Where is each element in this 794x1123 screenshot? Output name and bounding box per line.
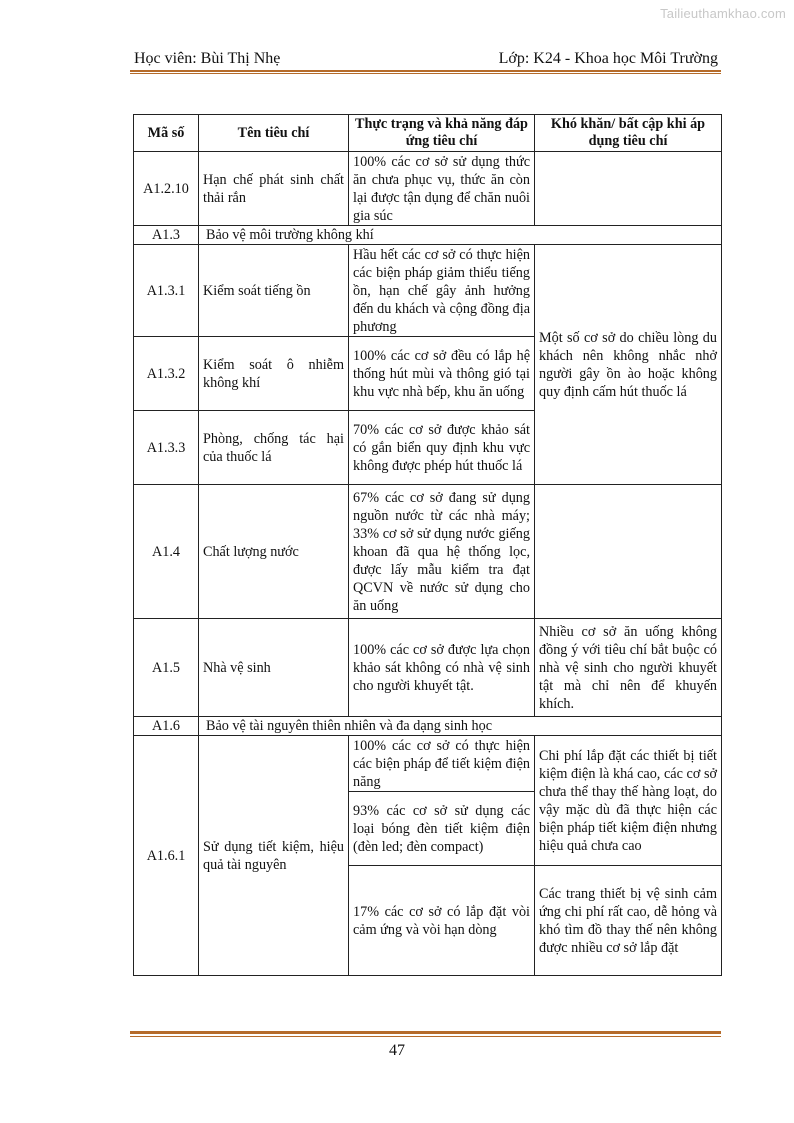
row-issue: Nhiều cơ sở ăn uống không đồng ý với tiêu chí bắt buộc có nhà vệ sinh cho người khuyết tật mà chỉ nên để khuyến khích. bbox=[535, 619, 722, 717]
row-issue: Các trang thiết bị vệ sinh cảm ứng chi phí rất cao, dễ hỏng và khó tìm đồ thay thế nên không được nhiều cơ sở lắp đặt bbox=[535, 866, 722, 976]
section-row bbox=[134, 226, 722, 245]
row-status: 100% các cơ sở đều có lắp hệ thống hút mùi và thông gió tại khu vực nhà bếp, khu ăn uống bbox=[349, 337, 535, 411]
section-code: A1.6 bbox=[134, 717, 199, 736]
table-row bbox=[134, 736, 722, 792]
criteria-table bbox=[133, 114, 722, 976]
table-header-row bbox=[134, 115, 722, 152]
table-row bbox=[134, 245, 722, 337]
header-status: Thực trạng và khả năng đáp ứng tiêu chí bbox=[349, 115, 535, 152]
row-status: 100% các cơ sở được lựa chọn khảo sát không có nhà vệ sinh cho người khuyết tật. bbox=[349, 619, 535, 717]
row-issue bbox=[535, 485, 722, 619]
row-code: A1.6.1 bbox=[134, 736, 199, 976]
section-row bbox=[134, 717, 722, 736]
row-issue-merged: Một số cơ sở do chiều lòng du khách nên không nhắc nhở người gây ồn ào hoặc không quy định cấm hút thuốc lá bbox=[535, 245, 722, 485]
watermark: Tailieuthamkhao.com bbox=[660, 6, 786, 21]
class-name: Lớp: K24 - Khoa học Môi Trường bbox=[498, 50, 718, 67]
row-status: 17% các cơ sở có lắp đặt vòi cảm ứng và vòi hạn dòng bbox=[349, 866, 535, 976]
row-issue: Chi phí lắp đặt các thiết bị tiết kiệm điện là khá cao, các cơ sở chưa thể thay thế hàng loạt, do vậy mặc dù đã thực hiện các biện pháp tiết kiệm điện nhưng hiệu quả chưa cao bbox=[535, 736, 722, 866]
footer-rule-thin bbox=[130, 1036, 721, 1037]
header-code: Mã số bbox=[134, 115, 199, 152]
table-row bbox=[134, 619, 722, 717]
row-status: 67% các cơ sở đang sử dụng nguồn nước từ các nhà máy; 33% cơ sở sử dụng nước giếng khoan đã qua hệ thống lọc, được lấy mẫu kiểm tra đạt QCVN về nước sử dụng cho ăn uống bbox=[349, 485, 535, 619]
student-name: Học viên: Bùi Thị Nhẹ bbox=[134, 50, 281, 67]
table-row bbox=[134, 152, 722, 226]
row-code: A1.3.2 bbox=[134, 337, 199, 411]
section-code: A1.3 bbox=[134, 226, 199, 245]
row-name: Hạn chế phát sinh chất thải rắn bbox=[199, 152, 349, 226]
row-code: A1.4 bbox=[134, 485, 199, 619]
row-code: A1.5 bbox=[134, 619, 199, 717]
row-status: 100% các cơ sở có thực hiện các biện pháp để tiết kiệm điện năng bbox=[349, 736, 535, 792]
row-status: 70% các cơ sở được khảo sát có gắn biển quy định khu vực không được phép hút thuốc lá bbox=[349, 411, 535, 485]
footer-rule bbox=[130, 1031, 721, 1034]
header-rule bbox=[130, 70, 721, 72]
section-title: Bảo vệ môi trường không khí bbox=[199, 226, 722, 245]
row-name: Chất lượng nước bbox=[199, 485, 349, 619]
row-code: A1.3.3 bbox=[134, 411, 199, 485]
row-name: Kiểm soát tiếng ồn bbox=[199, 245, 349, 337]
section-title: Bảo vệ tài nguyên thiên nhiên và đa dạng sinh học bbox=[199, 717, 722, 736]
row-name: Kiểm soát ô nhiễm không khí bbox=[199, 337, 349, 411]
header-issue: Khó khăn/ bất cập khi áp dụng tiêu chí bbox=[535, 115, 722, 152]
row-code: A1.2.10 bbox=[134, 152, 199, 226]
row-name: Sử dụng tiết kiệm, hiệu quả tài nguyên bbox=[199, 736, 349, 976]
row-issue bbox=[535, 152, 722, 226]
row-status: 93% các cơ sở sử dụng các loại bóng đèn tiết kiệm điện (đèn led; đèn compact) bbox=[349, 792, 535, 866]
row-status: Hầu hết các cơ sở có thực hiện các biện pháp giảm thiểu tiếng ồn, hạn chế gây ảnh hưởng đến du khách và cộng đồng địa phương bbox=[349, 245, 535, 337]
header-name: Tên tiêu chí bbox=[199, 115, 349, 152]
row-name: Phòng, chống tác hại của thuốc lá bbox=[199, 411, 349, 485]
header-rule-thin bbox=[130, 73, 721, 74]
row-status: 100% các cơ sở sử dụng thức ăn chưa phục vụ, thức ăn còn lại được tận dụng để chăn nuôi gia súc bbox=[349, 152, 535, 226]
page-number: 47 bbox=[389, 1042, 405, 1059]
row-code: A1.3.1 bbox=[134, 245, 199, 337]
row-name: Nhà vệ sinh bbox=[199, 619, 349, 717]
table-row bbox=[134, 485, 722, 619]
